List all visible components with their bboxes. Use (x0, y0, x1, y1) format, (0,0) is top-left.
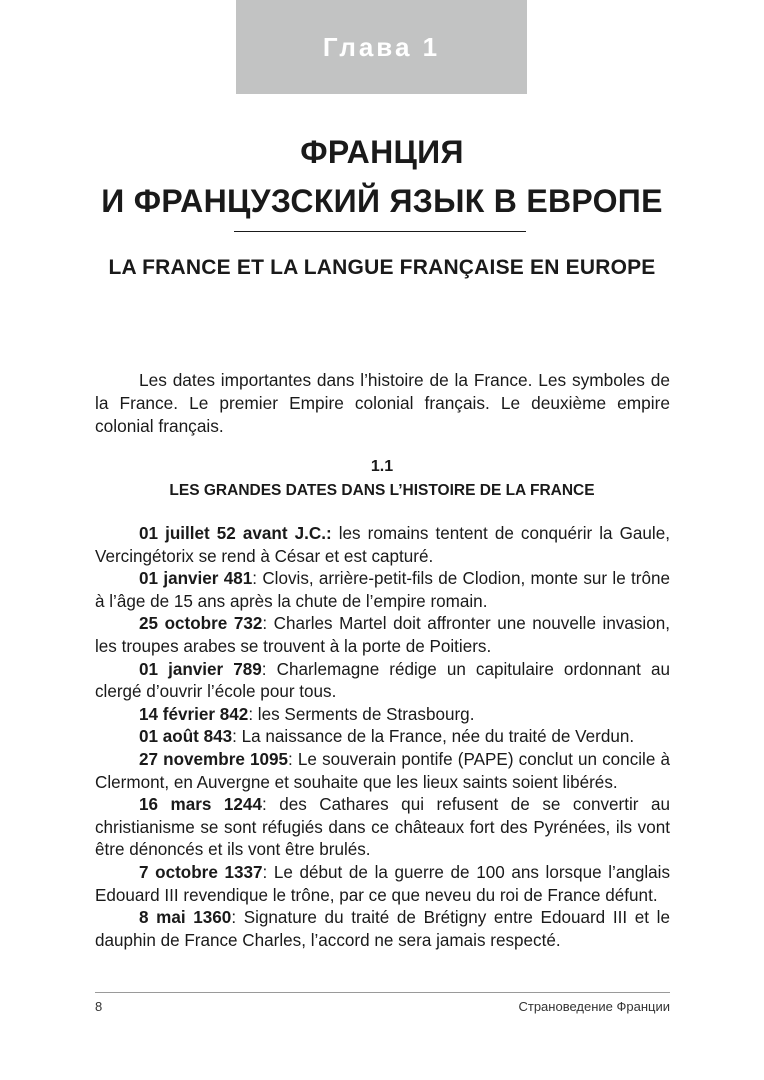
entry-text: : des Cathares qui refusent de se convertir au christianisme se sont réfugiés dans ce châteaux fort des Pyrénées, ils vont être dénoncés et ils vont être brulés. (95, 795, 670, 860)
entry-text: : Signature du traité de Brétigny entre Edouard III et le dauphin de France Charles, l’accord ne sera jamais respecté. (95, 908, 670, 950)
section-title: LES GRANDES DATES DANS L’HISTOIRE DE LA FRANCE (169, 482, 595, 499)
page-title-line-1: ФРАНЦИЯ (300, 134, 464, 170)
entry-text: : Charles Martel doit affronter une nouvelle invasion, les troupes arabes se trouvent à la porte de Poitiers. (95, 614, 670, 656)
chapter-label: Глава 1 (322, 31, 441, 62)
entry-date: 01 janvier 481 (139, 569, 253, 589)
entry-date: 7 octobre 1337 (139, 862, 263, 882)
entry-date: 16 mars 1244 (139, 795, 262, 815)
page-number: 8 (95, 999, 103, 1014)
date-entry (95, 568, 670, 613)
entry-text: : les Serments de Strasbourg. (248, 704, 475, 724)
date-entry (95, 907, 670, 952)
entry-date: 01 janvier 789 (139, 659, 262, 679)
chapter-label-box (236, 0, 527, 94)
date-entry (95, 659, 670, 704)
date-entry (95, 749, 670, 794)
entry-text: : Charlemagne rédige un capitulaire ordonnant au clergé d’ouvrir l’école pour tous. (95, 659, 670, 702)
footer-divider (95, 992, 670, 993)
entry-date: 27 novembre 1095 (139, 749, 289, 769)
date-entry (95, 794, 670, 862)
entry-text: : Le souverain pontife (PAPE) conclut un concile à Clermont, en Auvergne et souhaite que les lieux saints soient libérés. (95, 749, 670, 792)
date-entry (95, 704, 670, 727)
entry-date: 01 juillet 52 avant J.C.: (139, 524, 332, 543)
entry-date: 8 mai 1360 (139, 908, 232, 928)
entry-text: : Clovis, arrière-petit-fils de Clodion, monte sur le trône à l’âge de 15 ans après la chute de l’empire romain. (95, 569, 670, 611)
section-number: 1.1 (370, 458, 394, 475)
dates-list (95, 523, 670, 952)
page-title-line-2: И ФРАНЦУЗСКИЙ ЯЗЫК В ЕВРОПЕ (101, 183, 663, 219)
intro-paragraph: Les dates importantes dans l’histoire de la France. Les symboles de la France. Le premier Empire colonial français. Le deuxième empire colonial français. (95, 370, 670, 436)
page-subtitle: LA FRANCE ET LA LANGUE FRANÇAISE EN EUROPE (108, 256, 656, 279)
entry-date: 01 août 843 (139, 727, 233, 747)
title-divider (234, 231, 526, 232)
page-title (0, 128, 764, 226)
running-title: Страноведение Франции (518, 999, 670, 1014)
date-entry (95, 613, 670, 658)
date-entry (95, 523, 670, 568)
entry-text: les romains tentent de conquérir la Gaule, Vercingétorix se rend à César et est capturé. (95, 524, 670, 566)
entry-date: 25 octobre 732 (139, 614, 263, 634)
entry-text: : La naissance de la France, née du traité de Verdun. (232, 727, 635, 747)
entry-text: : Le début de la guerre de 100 ans lorsque l’anglais Edouard III revendique le trône, par ce que neveu du roi de France défunt. (95, 862, 670, 905)
entry-date: 14 février 842 (139, 704, 249, 724)
date-entry (95, 862, 670, 907)
date-entry (95, 726, 670, 749)
